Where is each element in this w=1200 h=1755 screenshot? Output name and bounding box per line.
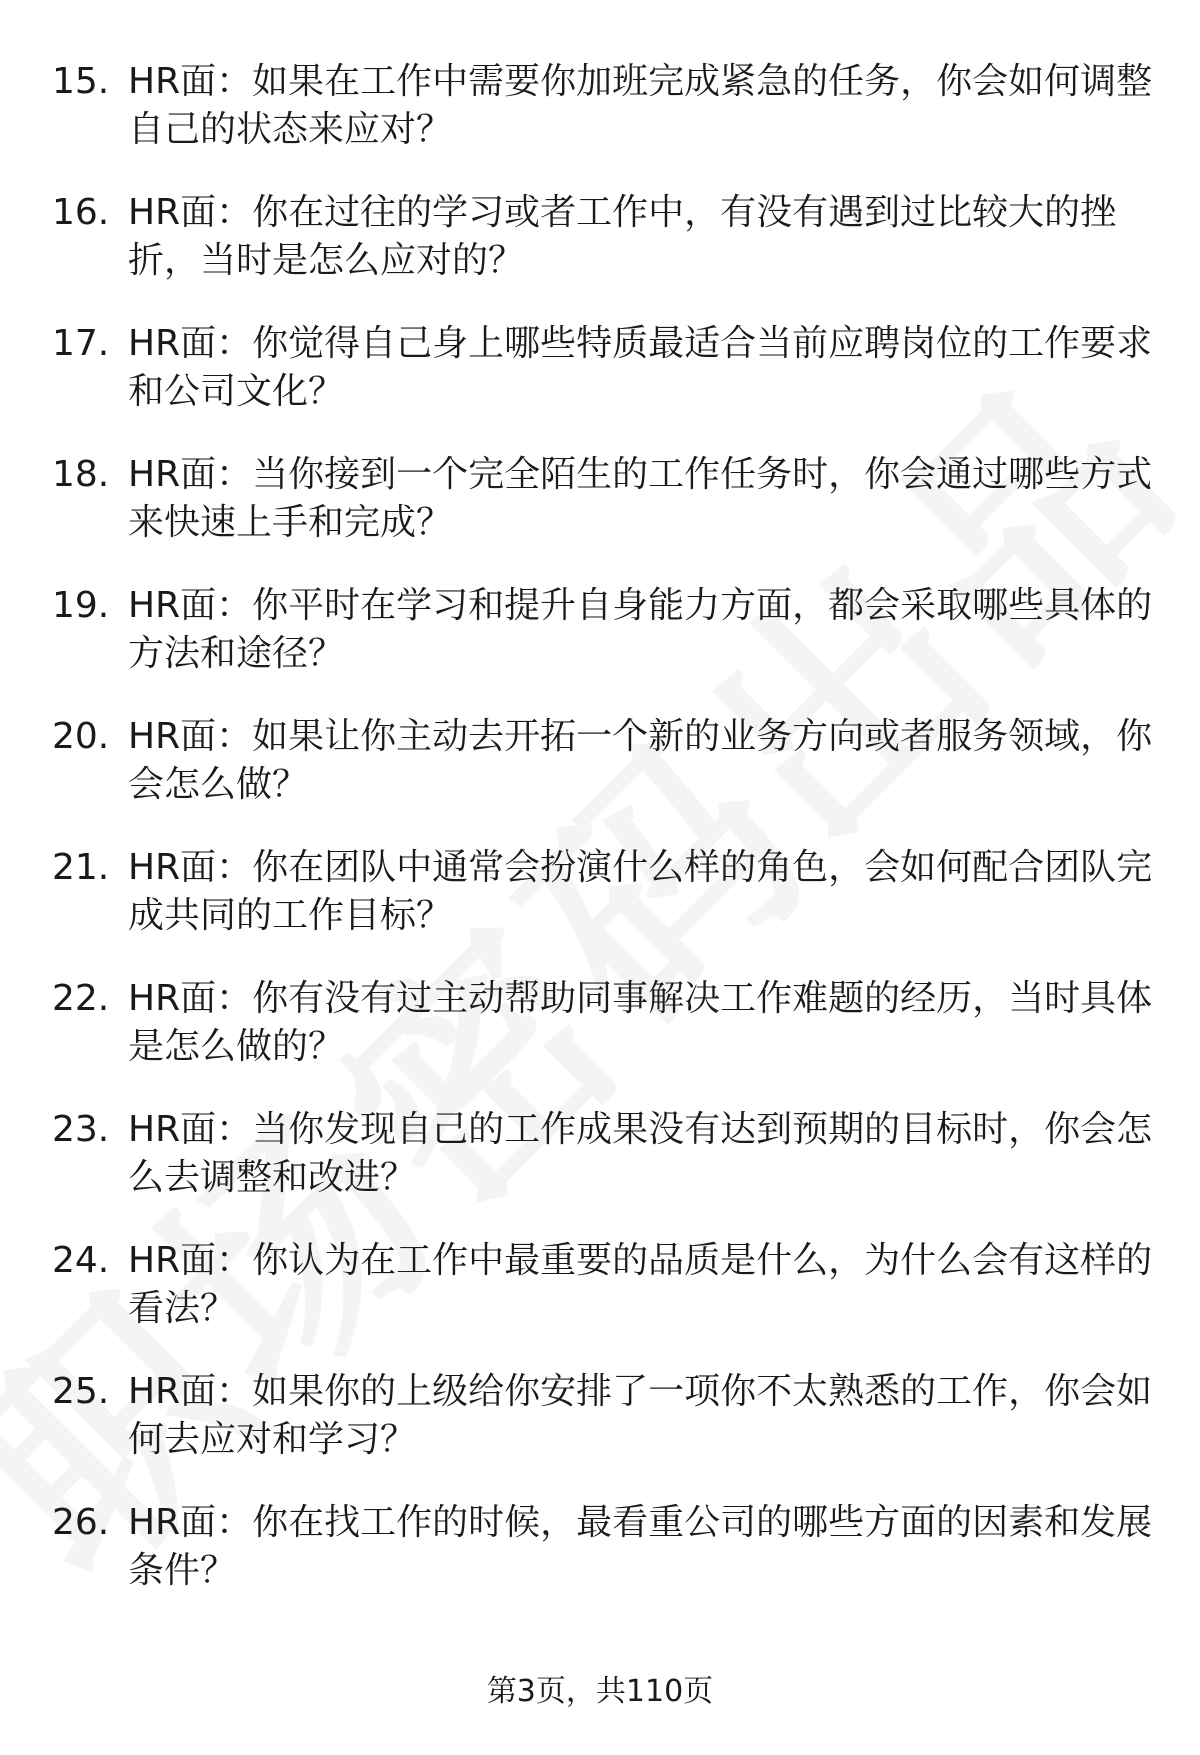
question-number: 21. <box>52 847 110 888</box>
list-item <box>0 1237 1200 1368</box>
question-text: HR面：你认为在工作中最重要的品质是什么，为什么会有这样的看法？ <box>128 1240 1153 1329</box>
list-item <box>0 975 1200 1106</box>
question-text: HR面：如果在工作中需要你加班完成紧急的任务，你会如何调整自己的状态来应对？ <box>128 61 1153 150</box>
question-number: 26. <box>52 1502 110 1543</box>
question-text: HR面：当你接到一个完全陌生的工作任务时，你会通过哪些方式来快速上手和完成？ <box>128 454 1153 543</box>
list-item <box>0 844 1200 975</box>
list-item <box>0 58 1200 189</box>
question-text: HR面：如果你的上级给你安排了一项你不太熟悉的工作，你会如何去应对和学习？ <box>128 1371 1153 1460</box>
question-number: 16. <box>52 192 110 233</box>
question-text: HR面：你平时在学习和提升自身能力方面，都会采取哪些具体的方法和途径？ <box>128 585 1153 674</box>
list-item <box>0 582 1200 713</box>
question-text: HR面：你在团队中通常会扮演什么样的角色，会如何配合团队完成共同的工作目标？ <box>128 847 1153 936</box>
page-footer: 第3页，共110页 <box>486 1674 714 1709</box>
list-item <box>0 189 1200 320</box>
question-text: HR面：你在过往的学习或者工作中，有没有遇到过比较大的挫折，当时是怎么应对的？ <box>128 192 1117 281</box>
list-item <box>0 1368 1200 1499</box>
question-number: 22. <box>52 978 110 1019</box>
question-number: 25. <box>52 1371 110 1412</box>
list-item <box>0 320 1200 451</box>
question-number: 20. <box>52 716 110 757</box>
list-item <box>0 1499 1200 1630</box>
question-number: 24. <box>52 1240 110 1281</box>
question-number: 23. <box>52 1109 110 1150</box>
list-item <box>0 713 1200 844</box>
question-number: 17. <box>52 323 110 364</box>
question-text: HR面：你有没有过主动帮助同事解决工作难题的经历，当时具体是怎么做的？ <box>128 978 1153 1067</box>
question-number: 15. <box>52 61 110 102</box>
question-text: HR面：你觉得自己身上哪些特质最适合当前应聘岗位的工作要求和公司文化？ <box>128 323 1153 412</box>
question-text: HR面：你在找工作的时候，最看重公司的哪些方面的因素和发展条件？ <box>128 1502 1153 1591</box>
question-number: 18. <box>52 454 110 495</box>
list-item <box>0 1106 1200 1237</box>
question-number: 19. <box>52 585 110 626</box>
question-list <box>0 58 1200 1630</box>
question-text: HR面：当你发现自己的工作成果没有达到预期的目标时，你会怎么去调整和改进？ <box>128 1109 1153 1198</box>
question-text: HR面：如果让你主动去开拓一个新的业务方向或者服务领域，你会怎么做？ <box>128 716 1153 805</box>
list-item <box>0 451 1200 582</box>
